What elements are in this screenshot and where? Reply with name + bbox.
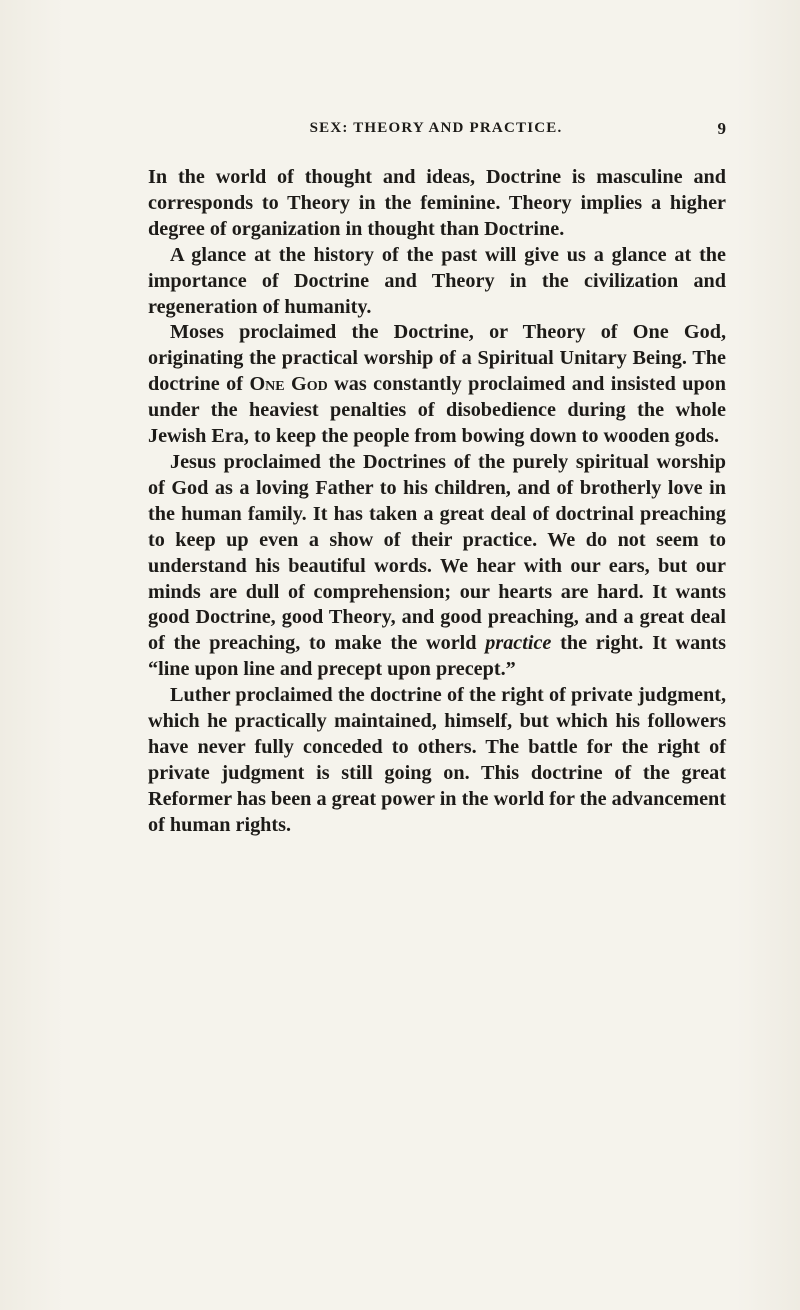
practice-italic: practice xyxy=(485,632,552,655)
paragraph-3-text-b: was constantly proclaimed and insisted upon under the heaviest penalties of disobedience during the whole Jewish Era, to keep the people from bowing down to wooden gods. xyxy=(148,373,726,448)
paragraph-4-text-a: Jesus proclaimed the Doctrines of the purely spiritual worship of God as a loving Father to his children, and of brotherly love in the human family. It has taken a great deal of doctrinal preaching to keep up even a show of their practice. We do not seem to understand his beautiful words. We hear with our ears, but our minds are dull of comprehension; our hearts are hard. It wants good Doctrine, good Theory, and good preaching, and a great deal of the preaching, to make the world xyxy=(148,450,726,655)
paragraph-5: Luther proclaimed the doctrine of the right of private judgment, which he practically maintained, himself, but which his followers have never fully conceded to others. The battle for the right of private judgment is still going on. This doctrine of the great Reformer has been a great power in the world for the advancement of human rights. xyxy=(148,684,726,836)
paragraph-3-text-a: Moses proclaimed the Doctrine, or Theory of One God, originating the practical worship of a Spiritual Unitary Being. The doctrine of xyxy=(148,321,726,396)
paragraph-3 xyxy=(148,320,726,450)
paragraph-4 xyxy=(148,450,726,683)
body-text xyxy=(148,165,726,839)
one-god-small-caps: One God xyxy=(249,373,328,396)
paragraph-2: A glance at the history of the past will give us a glance at the importance of Doctrine and Theory in the civilization and regeneration of humanity. xyxy=(148,243,726,318)
paragraph-1: In the world of thought and ideas, Doctrine is masculine and corresponds to Theory in the feminine. Theory implies a higher degree of organization in thought than Doctrine. xyxy=(148,166,726,240)
page-number: 9 xyxy=(717,119,726,138)
running-title: SEX: THEORY AND PRACTICE. xyxy=(309,120,563,136)
running-head xyxy=(148,120,724,144)
paragraph-4-text-b: the right. It wants “line upon line and precept upon precept.” xyxy=(148,632,726,681)
